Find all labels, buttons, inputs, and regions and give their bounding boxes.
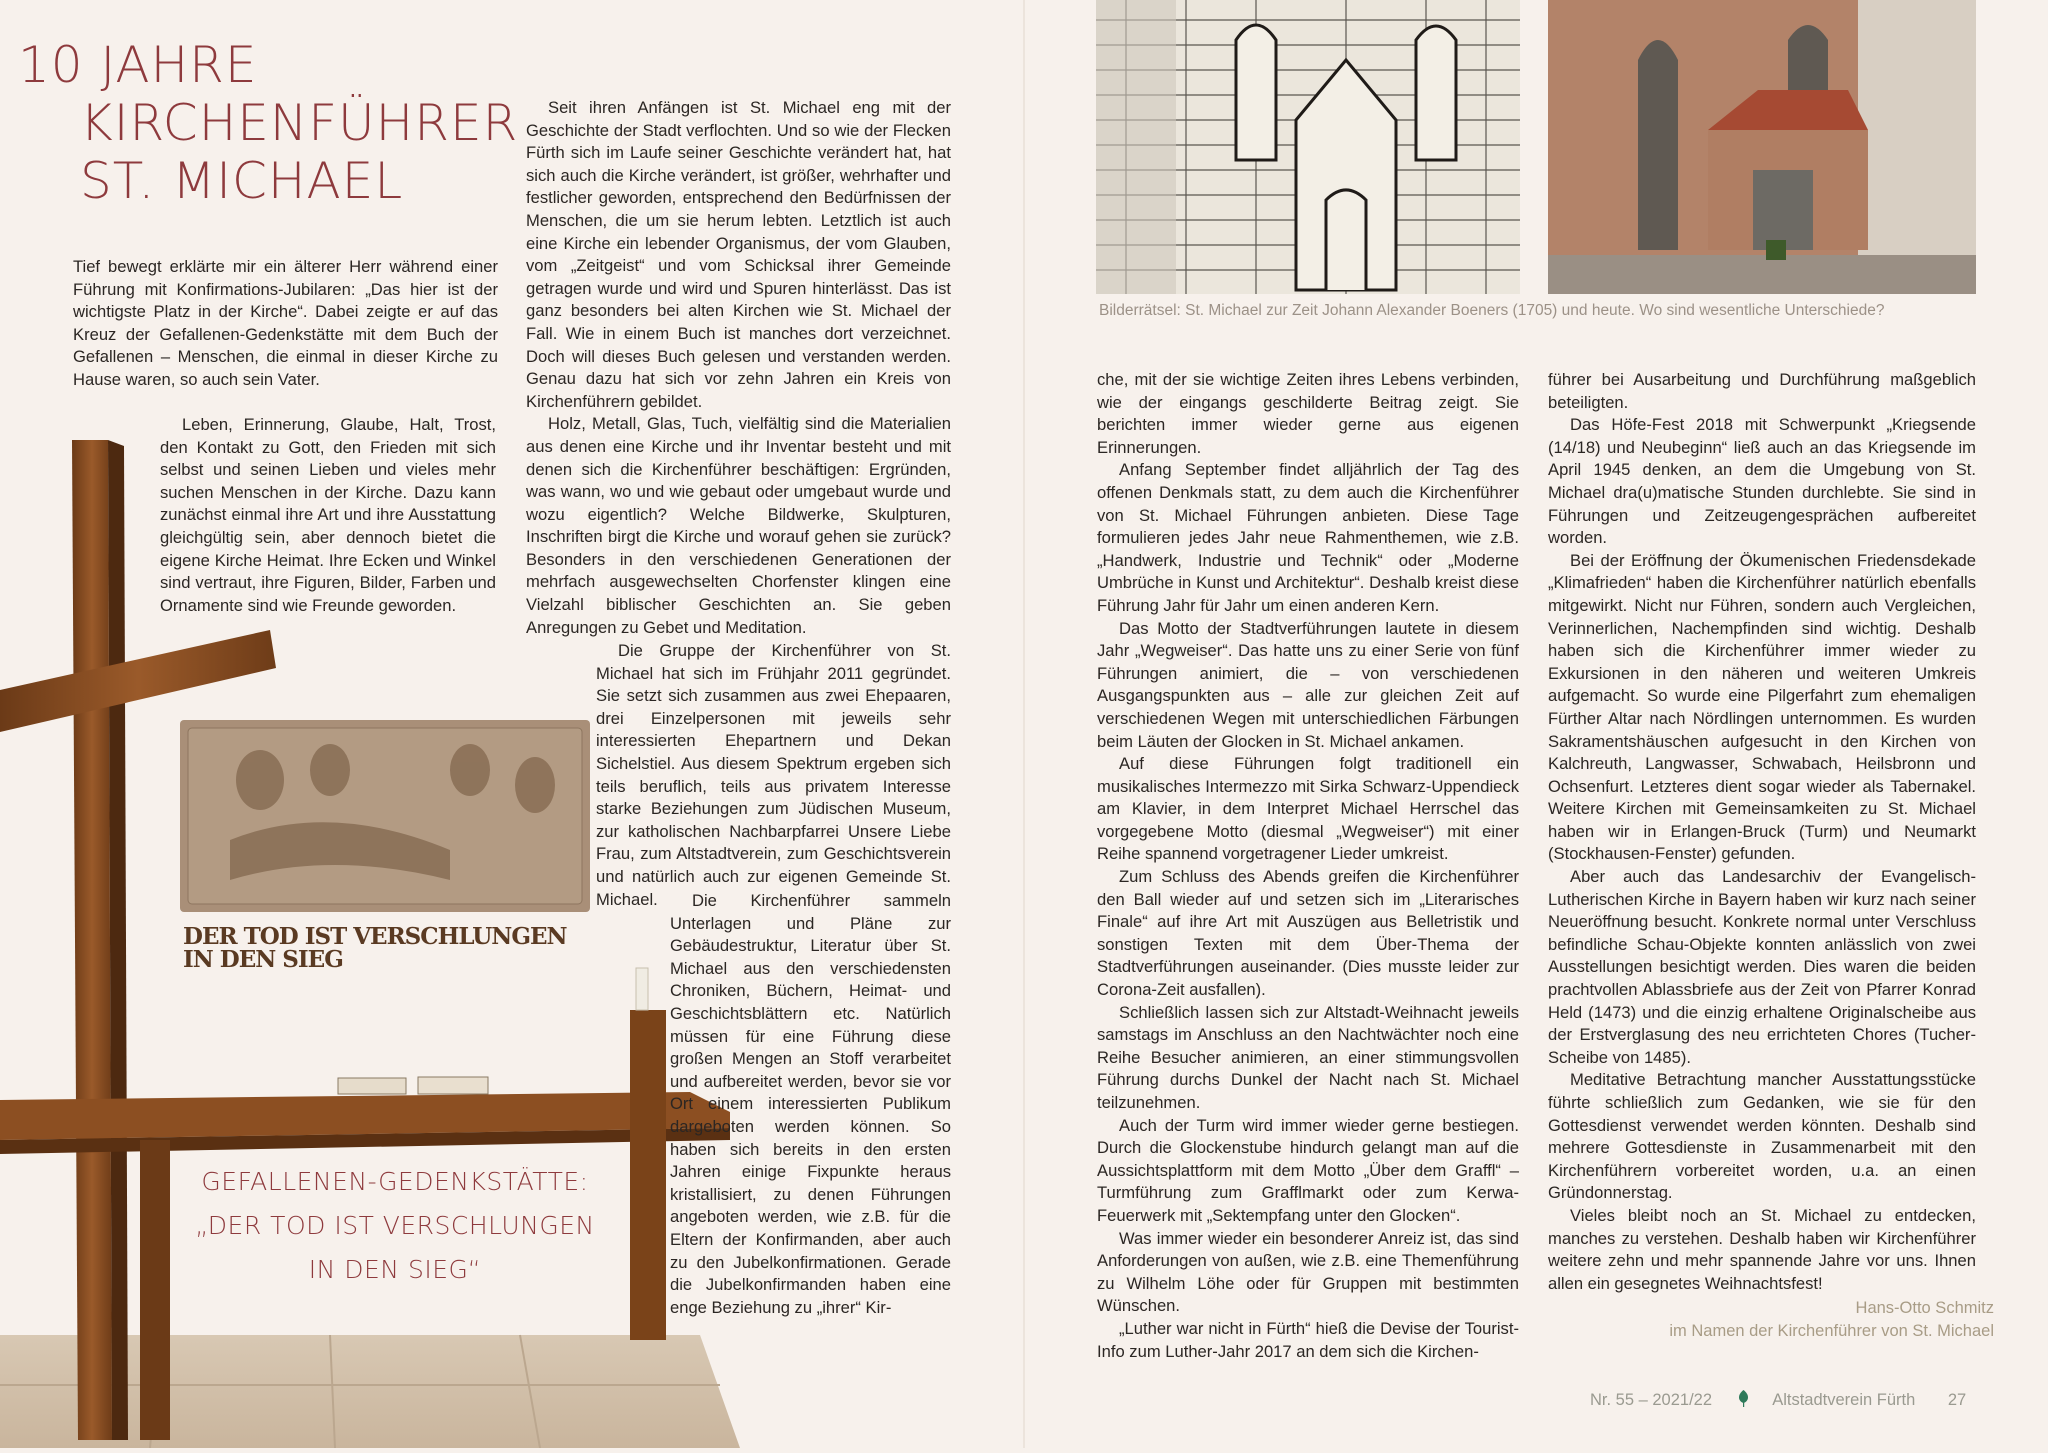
paragraph: Seit ihren Anfängen ist St. Michael eng mit der Geschichte der Stadt verflochten. Und so wie der Flecken Fürth sich im Laufe seiner Geschichte verändert hat, hat sich auch die Kirche verändert, ist größer, wehrhafter und festlicher geworden, entsprechend den Bedürfnissen der Menschen, die um sie herum lebten. Letztlich ist auch eine Kirche ein lebender Organismus, der vom Glauben, vom „Zeitgeist“ und vom Schicksal ihrer Gemeinde getragen wurde und wird und Spuren hinterlässt. Das ist ganz besonders bei alten Kirchen wie St. Michael der Fall. Wie in einem Buch ist manches dort verzeichnet. Doch will dieses Buch gelesen und verstanden werden. Genau dazu hat sich vor zehn Jahren ein Kreis von Kirchenführern gebildet. (526, 98, 951, 411)
leaf-icon (1737, 1390, 1750, 1407)
subhead-line-1: GEFALLENEN-GEDENKSTÄTTE: (201, 1167, 589, 1196)
title-line-3: ST. MICHAEL (80, 152, 404, 210)
paragraph: Auch der Turm wird immer wieder gerne bestiegen. Durch die Glockenstube hindurch gelangt man auf die Aussichtsplattform mit dem Motto „Über dem Graffl“ – Turmführung zum Grafflmarkt oder zum Kerwa-Feuerwerk mit „Sektempfang unter den Glocken“. (1097, 1115, 1519, 1225)
subhead-line-3: IN DEN SIEG“ (308, 1255, 482, 1284)
paragraph: che, mit der sie wichtige Zeiten ihres Lebens verbinden, wie der eingangs geschilderte Beitrag zeigt. Sie berichten immer wieder gerne aus eigenen Erinnerungen. (1097, 370, 1519, 457)
engraving-illustration (1096, 0, 1520, 294)
paragraph: Bei der Eröffnung der Ökumenischen Friedensdekade „Klimafrieden“ haben die Kirchenführer natürlich ebenfalls mitgewirkt. Nicht nur Führen, sondern auch Vergleichen, Verinnerlichen, Nachempfinden sind wichtig. Deshalb haben sich die Kirchenführer immer wieder zu Exkursionen in den näheren und weiteren Umkreis aufgemacht. So wurde eine Pilgerfahrt zum ehemaligen Fürther Altar nach Nördlingen unternommen. Es wurden Sakramentshäuschen aufgesucht in den Kirchen von Kalchreuth, Langwasser, Schwabach, Heilsbronn und Ochsenfurt. Letzteres dient sogar wieder als Tabernakel. Weitere Kirchen mit Gemeinsamkeiten zu St. Michael haben wir in Erlangen-Bruck (Turm) und Neumarkt (Stockhausen-Fenster) gefunden. (1548, 550, 1976, 864)
paragraph: Aber auch das Landesarchiv der Evangelisch-Lutherischen Kirche in Bayern haben wir kurz nach seiner Neueröffnung besucht. Konkrete normal unter Verschluss befindliche Schau-Objekte konnten anlässlich von zwei Ausstellungen besichtigt werden. Dies waren die beiden prachtvollen Ablassbriefe aus der Zeit von Pfarrer Konrad Held (1473) und die einzig erhaltene Originalscheibe aus der Erstverglasung des neu errichteten Chores (Tucher-Scheibe von 1485). (1548, 867, 1976, 1067)
intro-text: Tief bewegt erklärte mir ein älterer Herr während einer Führung mit Konfirmations-Jubilaren: „Das hier ist der wichtigste Platz in der Kirche“. Dabei zeigte er auf das Kreuz der Gefallenen-Gedenkstätte mit dem Buch der Gefallenen – Menschen, die einmal in dieser Kirche zu Hause waren, so auch sein Vater. (73, 257, 498, 389)
column-2-top (526, 97, 951, 639)
title-line-1: 10 JAHRE (18, 36, 258, 94)
intro-paragraph (73, 256, 498, 392)
page-footer (1590, 1390, 1966, 1410)
paragraph: Anfang September findet alljährlich der Tag des offenen Denkmals statt, zu dem auch die Kirchenführer von St. Michael Führungen anbieten. Diese Tage formulieren jedes Jahr neue Rahmenthemen, wie z.B. „Handwerk, Industrie und Technik“ oder „Moderne Umbrüche in Kunst und Architektur“. Deshalb kreist diese Führung Jahr für Jahr um einen anderen Kern. (1097, 460, 1519, 615)
author-name: Hans-Otto Schmitz (1855, 1299, 1994, 1317)
column-2-low (670, 890, 951, 1319)
author-role: im Namen der Kirchenführer von St. Michael (1669, 1322, 1994, 1340)
life-text: Leben, Erinnerung, Glaube, Halt, Trost, den Kontakt zu Gott, den Frieden mit sich selbst und seinen Lieben und vieles mehr suchen Menschen in der Kirche. Dazu kann zunächst einmal ihre Art und ihre Ausstattung gleichgültig sein, aber dennoch bietet die eigene Kirche Heimat. Ihre Ecken und Winkel sind vertraut, ihre Figuren, Bilder, Farben und Ornamente sind wie Freunde geworden. (160, 415, 496, 615)
title-line-2: KIRCHENFÜHRER (80, 94, 519, 152)
page-gutter (1023, 0, 1025, 1448)
paragraph: Was immer wieder ein besonderer Anreiz ist, das sind Anforderungen von außen, wie z.B. eine Themenführung zu Wilhelm Löhe oder für Gruppen mit bestimmten Wünschen. (1097, 1228, 1519, 1316)
engraving-image (1096, 0, 1520, 294)
paragraph: Meditative Betrachtung mancher Ausstattungsstücke führte schließlich zum Gedanken, wie sie für den Gottesdienst verwendet werden könnten. Deshalb sind mehrere Gottesdienste in Zusammenarbeit mit den Kirchenführern vorbereitet worden, u.a. an einen Gründonnerstag. (1548, 1070, 1976, 1203)
paragraph: Die Gruppe der Kirchenführer von St. Michael hat sich im Frühjahr 2011 gegründet. Sie setzt sich zusammen aus zwei Ehepaaren, drei Einzelpersonen mit jeweils sehr interessierten Ehepartnern und Dekan Sichelstiel. Aus diesem Spektrum ergeben sich teils beruflich, teils aus privatem Interesse starke Beziehungen zum Jüdischen Museum, zur katholischen Nachbarpfarrei Unsere Liebe Frau, zum Altstadtverein, zum Geschichtsverein und natürlich auch zur eigenen Gemeinde St. Michael. (596, 641, 951, 909)
author-signature (1669, 1297, 1994, 1343)
page-number: 27 (1947, 1391, 1967, 1409)
paragraph: Das Höfe-Fest 2018 mit Schwerpunkt „Kriegsende (14/18) und Neubeginn“ ließ auch an das Kriegsende im April 1945 denken, an dem die Umgebung von St. Michael dra(u)matische Stunden durchlebte. Sie sind in Führungen und Zeitzeugengesprächen aufbereitet worden. (1548, 415, 1976, 548)
publisher-name: Altstadtverein Fürth (1772, 1391, 1916, 1409)
subhead-line-2: „DER TOD IST VERSCHLUNGEN (195, 1211, 595, 1240)
church-photo (1548, 0, 1976, 294)
paragraph: Zum Schluss des Abends greifen die Kirchenführer den Ball wieder auf und setzen sich im „Literarisches Finale“ auf ihre Art mit Auszügen aus Belletristik und sonstigen Texten mit dem Über-Thema der Stadtverführungen auseinander. (Dies musste leider zur Corona-Zeit ausfallen). (1097, 867, 1519, 1000)
image-caption: Bilderrätsel: St. Michael zur Zeit Johann Alexander Boeners (1705) und heute. Wo sind wesentliche Unterschiede? (1099, 302, 1885, 319)
paragraph: „Luther war nicht in Fürth“ hieß die Devise der Tourist-Info zum Luther-Jahr 2017 an dem sich die Kirchen- (1097, 1318, 1519, 1361)
article-title (18, 36, 538, 210)
paragraph: Holz, Metall, Glas, Tuch, vielfältig sind die Materialien aus denen eine Kirche und ihr Inventar besteht und mit denen sich die Kirchenführer beschäftigen: Ergründen, was wann, wo und wie gebaut oder umgebaut wurde und wozu eigentlich? Welche Bildwerke, Skulpturen, Inschriften birgt die Kirche und worauf gehen sie zurück? Besonders in den verschiedenen Generationen der mehrfach ausgewechselten Chorfenster klingen eine Vielzahl biblischer Geschichten an. Sie geben Anregungen zu Gebet und Meditation. (526, 414, 951, 637)
issue-number: Nr. 55 – 2021/22 (1590, 1391, 1713, 1409)
column-2-mid (596, 640, 951, 911)
church-facade-illustration (1548, 0, 1976, 294)
column-4 (1548, 369, 1976, 1295)
life-paragraph (160, 414, 496, 617)
paragraph: Das Motto der Stadtverführungen lautete in diesem Jahr „Wegweiser“. Das hatte uns zu einer Serie von fünf Führungen animiert, die – von verschiedenen Ausgangspunkten aus – alle zur gleichen Zeit auf verschiedenen Wegen mit unterschiedlichen Färbungen beim Läuten der Glocken in St. Michael ankamen. (1097, 618, 1519, 751)
paragraph: führer bei Ausarbeitung und Durchführung maßgeblich beteiligten. (1548, 370, 1976, 412)
paragraph: Vieles bleibt noch an St. Michael zu entdecken, manches zu verstehen. Deshalb haben wir Kirchenführer weitere zehn und mehr spannende Jahre vor uns. Ihnen allen ein gesegnetes Weihnachtsfest! (1548, 1205, 1976, 1293)
paragraph: Die Kirchenführer sammeln Unterlagen und Pläne zur Gebäudestruktur, Literatur über St. Michael aus den verschiedensten Chroniken, Büchern, Heimat- und Geschichtsblättern etc. Natürlich müssen für eine Führung diese großen Mengen an Stoff verarbeitet und aufbereitet werden, bevor sie vor Ort einem interessierten Publikum dargeboten werden können. So haben sich bereits in den ersten Jahren einige Fixpunkte heraus kristallisiert, zu denen Führungen angeboten werden, wie z.B. für die Eltern der Konfirmanden, aber auch zu den Jubelkonfirmationen. Gerade die Jubelkonfirmanden haben eine enge Beziehung zu „ihrer“ Kir- (670, 891, 951, 1317)
relief-inscription: DER TOD IST VERSCHLUNGEN IN DEN SIEG (183, 923, 567, 973)
memorial-heading (180, 1160, 610, 1292)
paragraph: Schließlich lassen sich zur Altstadt-Weihnacht jeweils samstags im Anschluss an den Nachtwächter noch eine Reihe Besucher animieren, an einer stimmungsvollen Führung durchs Dunkel der Nacht nach St. Michael teilzunehmen. (1097, 1002, 1519, 1112)
column-3 (1097, 369, 1519, 1363)
paragraph: Auf diese Führungen folgt traditionell ein musikalisches Intermezzo mit Sirka Schwarz-Uppendieck am Klavier, in dem Interpret Michael Herrschel das vorgegebene Motto (diesmal „Wegweiser“) mit einer Reihe spannend vorgetragener Lieder umkreist. (1097, 754, 1519, 864)
